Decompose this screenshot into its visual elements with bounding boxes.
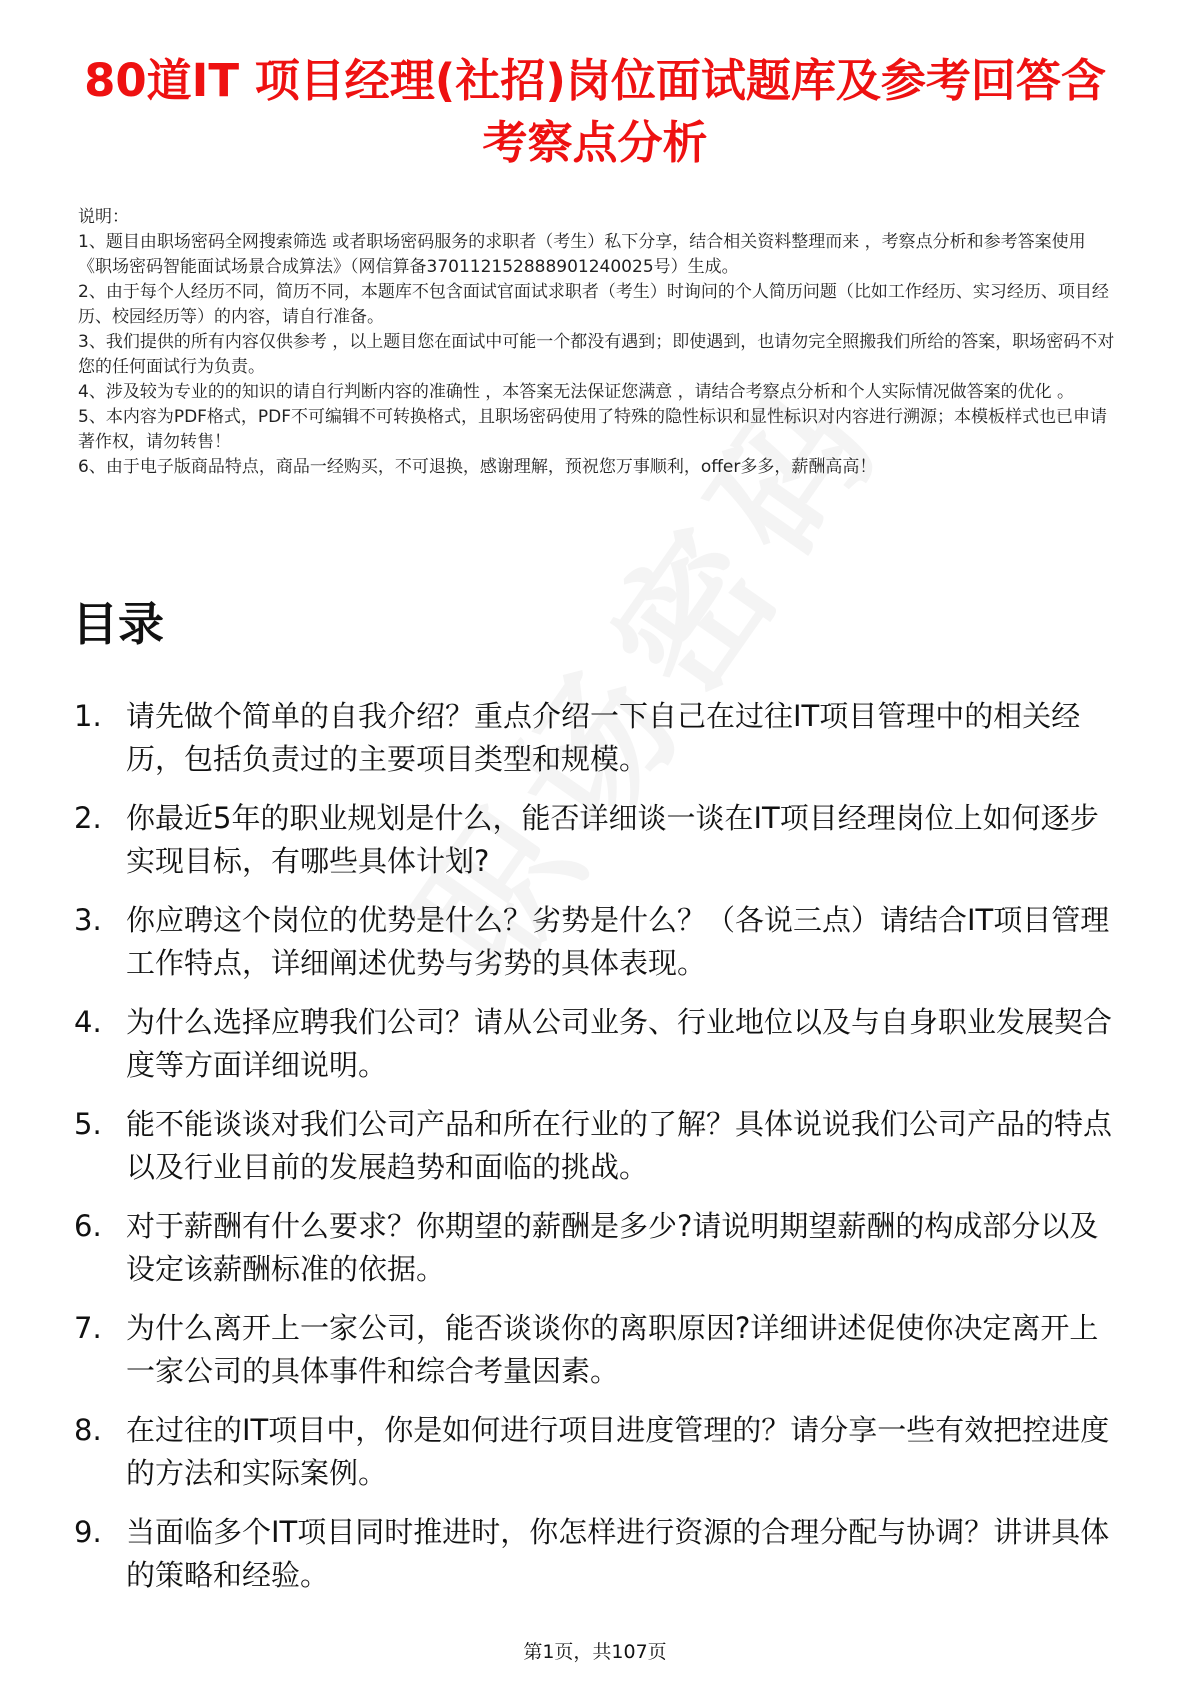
question-text: 为什么离开上一家公司，能否谈谈你的离职原因?详细讲述促使你决定离开上一家公司的具体事件和综合考量因素。	[126, 1311, 1099, 1388]
question-item	[74, 1409, 1124, 1495]
question-item	[74, 1205, 1124, 1291]
question-number: 2.	[74, 801, 102, 835]
page-footer: 第1页，共107页	[523, 1641, 667, 1663]
question-text: 你最近5年的职业规划是什么，能否详细谈一谈在IT项目经理岗位上如何逐步实现目标，有哪些具体计划?	[126, 801, 1099, 878]
question-list	[74, 695, 1124, 1613]
question-text: 当面临多个IT项目同时推进时，你怎样进行资源的合理分配与协调？讲讲具体的策略和经验。	[126, 1515, 1110, 1592]
question-number: 1.	[74, 699, 102, 733]
question-text: 能不能谈谈对我们公司产品和所在行业的了解？具体说说我们公司产品的特点以及行业目前的发展趋势和面临的挑战。	[126, 1107, 1113, 1184]
question-item	[74, 1103, 1124, 1189]
question-item	[74, 1001, 1124, 1087]
question-number: 8.	[74, 1413, 102, 1447]
question-text: 对于薪酬有什么要求？你期望的薪酬是多少?请说明期望薪酬的构成部分以及设定该薪酬标准的依据。	[126, 1209, 1099, 1286]
note-item: 6、由于电子版商品特点，商品一经购买，不可退换，感谢理解，预祝您万事顺利，offer多多，薪酬高高！	[78, 457, 877, 477]
toc-heading: 目录	[72, 597, 164, 651]
note-item: 3、我们提供的所有内容仅供参考 ，以上题目您在面试中可能一个都没有遇到；即使遇到，也请勿完全照搬我们所给的答案，职场密码不对您的任何面试行为负责。	[78, 332, 1115, 377]
question-item	[74, 1307, 1124, 1393]
question-text: 你应聘这个岗位的优势是什么？劣势是什么？（各说三点）请结合IT项目管理工作特点，详细阐述优势与劣势的具体表现。	[126, 903, 1110, 980]
notes-section	[78, 205, 1118, 480]
question-text: 为什么选择应聘我们公司？请从公司业务、行业地位以及与自身职业发展契合度等方面详细说明。	[126, 1005, 1113, 1082]
question-item	[74, 1511, 1124, 1597]
question-number: 7.	[74, 1311, 102, 1345]
question-item	[74, 695, 1124, 781]
note-item: 5、本内容为PDF格式，PDF不可编辑不可转换格式，且职场密码使用了特殊的隐性标识和显性标识对内容进行溯源；本模板样式也已申请著作权，请勿转售！	[78, 407, 1108, 452]
question-number: 4.	[74, 1005, 102, 1039]
question-number: 9.	[74, 1515, 102, 1549]
question-text: 在过往的IT项目中，你是如何进行项目进度管理的？请分享一些有效把控进度的方法和实际案例。	[126, 1413, 1110, 1490]
question-item	[74, 899, 1124, 985]
question-number: 5.	[74, 1107, 102, 1141]
note-item: 4、涉及较为专业的的知识的请自行判断内容的准确性 ，本答案无法保证您满意 ，请结合考察点分析和个人实际情况做答案的优化 。	[78, 382, 1075, 402]
note-item: 2、由于每个人经历不同，简历不同，本题库不包含面试官面试求职者（考生）时询问的个人简历问题（比如工作经历、实习经历、项目经历、校园经历等）的内容，请自行准备。	[78, 282, 1109, 327]
document-title: 80道IT 项目经理(社招)岗位面试题库及参考回答含考察点分析	[84, 54, 1106, 169]
question-number: 6.	[74, 1209, 102, 1243]
notes-heading: 说明：	[78, 207, 129, 227]
note-item: 1、题目由职场密码全网搜索筛选 或者职场密码服务的求职者（考生）私下分享，结合相关资料整理而来 ，考察点分析和参考答案使用《职场密码智能面试场景合成算法》（网信算备370112152888901240025号）生成。	[78, 232, 1086, 277]
question-number: 3.	[74, 903, 102, 937]
question-item	[74, 797, 1124, 883]
question-text: 请先做个简单的自我介绍？重点介绍一下自己在过往IT项目管理中的相关经历，包括负责过的主要项目类型和规模。	[126, 699, 1081, 776]
